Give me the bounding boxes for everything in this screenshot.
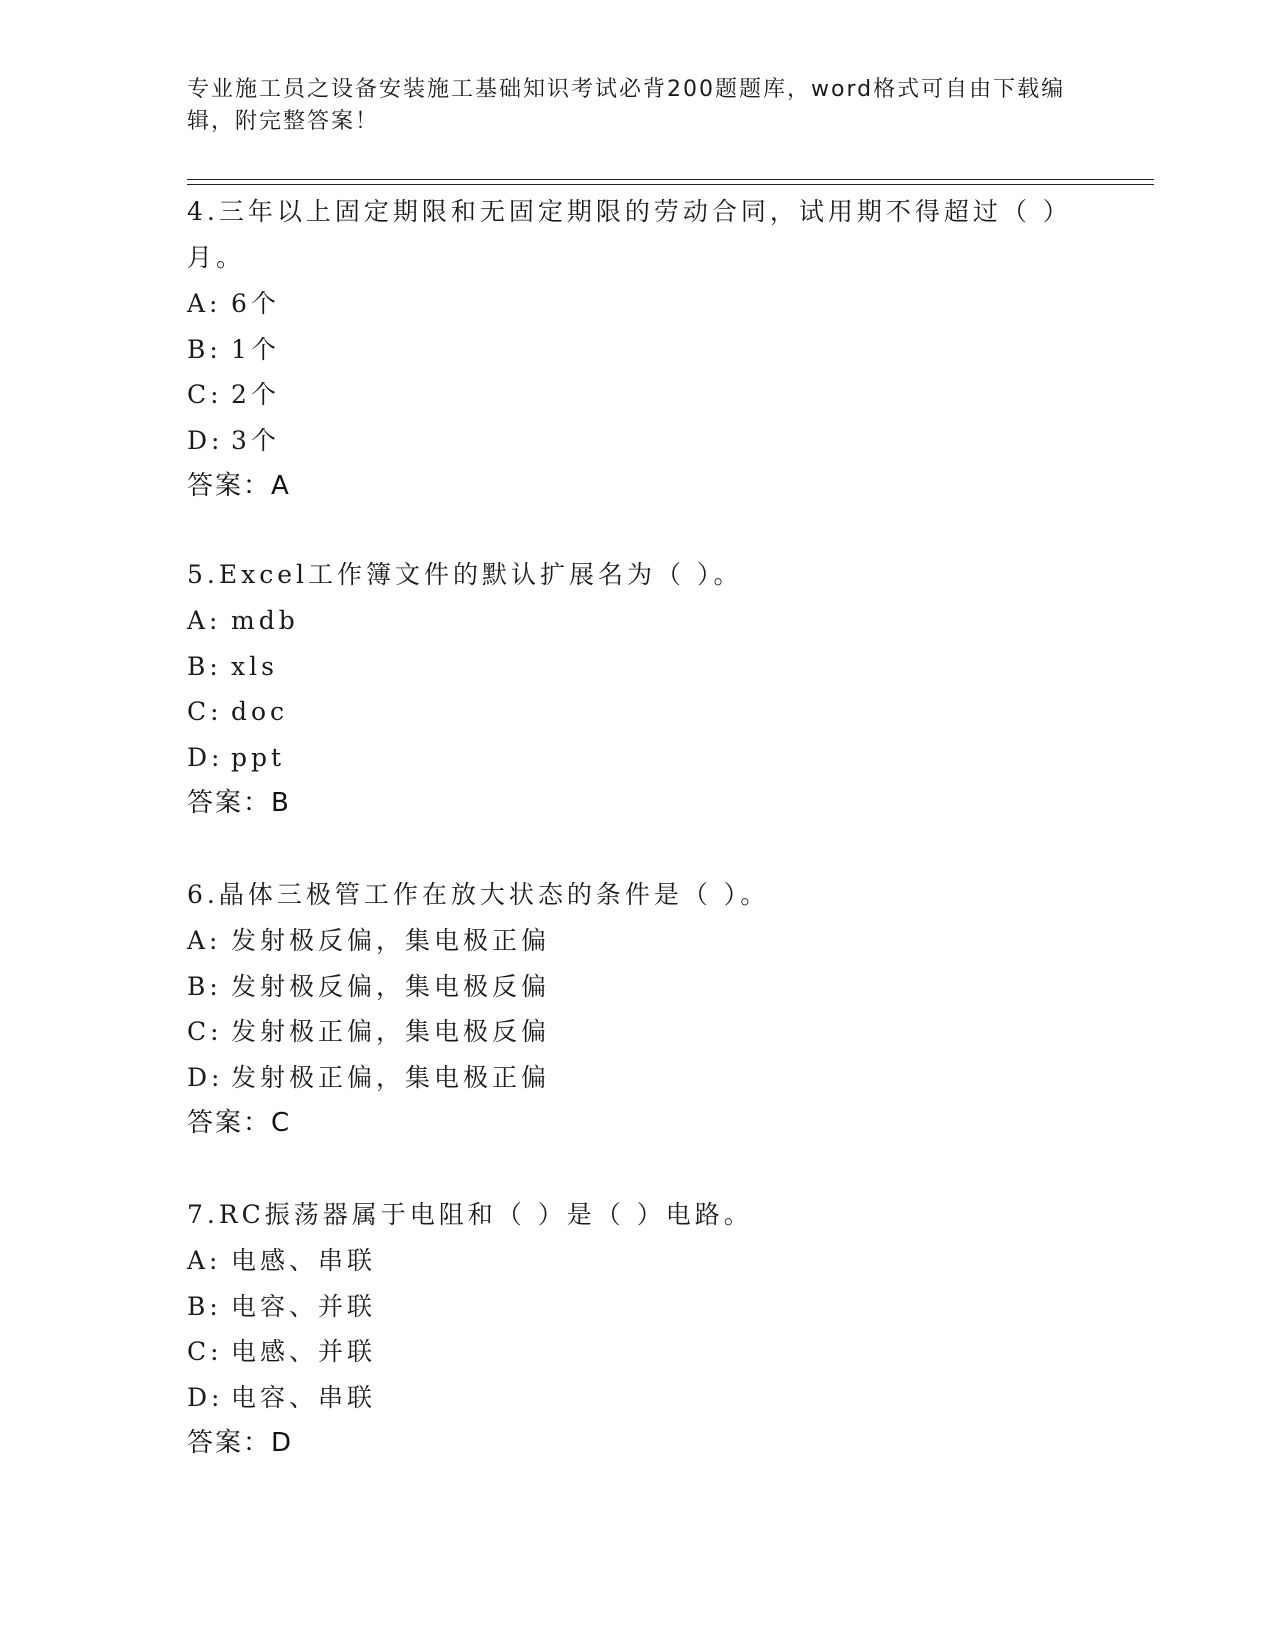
option-text: 电容、并联 [231, 1291, 377, 1321]
option-key: A: [187, 289, 222, 318]
option-c [187, 1009, 1067, 1055]
option-b [187, 964, 1067, 1010]
header-divider-bottom [187, 184, 1154, 185]
option-text: 发射极反偏，集电极反偏 [231, 971, 551, 1001]
option-a [187, 598, 1067, 644]
question-6 [187, 872, 1067, 1146]
question-stem: 7.RC振荡器属于电阻和（ ）是（ ）电路。 [187, 1200, 753, 1229]
option-text: 发射极正偏，集电极反偏 [231, 1017, 551, 1046]
option-key: C: [187, 380, 223, 409]
answer-line: 答案：C [187, 1108, 292, 1138]
option-text: mdb [231, 606, 299, 635]
answer-line: 答案：D [187, 1428, 294, 1458]
option-key: B: [187, 651, 222, 681]
option-key: A: [187, 1246, 222, 1275]
option-text: doc [231, 697, 289, 726]
option-key: D: [187, 742, 224, 772]
option-text: 电感、并联 [231, 1337, 377, 1366]
option-b [187, 327, 1067, 373]
answer-line: 答案：B [187, 788, 291, 818]
answer-line: 答案：A [187, 471, 291, 501]
option-c [187, 689, 1067, 735]
option-key: C: [187, 1337, 223, 1366]
document-header: 专业施工员之设备安装施工基础知识考试必背200题题库，word格式可自由下载编辑，附完整答案！ [187, 77, 1066, 134]
option-key: D: [187, 1382, 224, 1412]
option-a [187, 281, 1067, 327]
option-c [187, 372, 1067, 418]
option-text: xls [231, 651, 278, 681]
option-key: B: [187, 1291, 222, 1321]
option-key: B: [187, 334, 222, 364]
question-stem: 4.三年以上固定期限和无固定期限的劳动合同，试用期不得超过（ ）月。 [187, 197, 1060, 272]
option-b [187, 644, 1067, 690]
option-key: A: [187, 926, 222, 955]
option-b [187, 1284, 1067, 1330]
question-stem: 5.Excel工作簿文件的默认扩展名为（ ）。 [187, 560, 743, 589]
option-text: 3个 [231, 425, 280, 455]
option-key: D: [187, 425, 224, 455]
option-key: D: [187, 1062, 224, 1092]
question-7 [187, 1192, 1067, 1466]
option-d [187, 1055, 1067, 1101]
option-c [187, 1329, 1067, 1375]
option-key: C: [187, 697, 223, 726]
question-5 [187, 552, 1067, 826]
option-text: 2个 [231, 380, 280, 409]
question-stem: 6.晶体三极管工作在放大状态的条件是（ ）。 [187, 880, 770, 909]
header-divider-top [187, 179, 1154, 180]
option-text: 发射极正偏，集电极正偏 [231, 1062, 551, 1092]
option-text: 电感、串联 [231, 1246, 377, 1275]
option-text: 电容、串联 [231, 1382, 377, 1412]
option-d [187, 418, 1067, 464]
option-text: 1个 [231, 334, 280, 364]
option-text: 6个 [231, 289, 280, 318]
option-key: C: [187, 1017, 223, 1046]
option-d [187, 735, 1067, 781]
option-text: ppt [231, 742, 286, 772]
option-a [187, 1238, 1067, 1284]
option-d [187, 1375, 1067, 1421]
question-4 [187, 189, 1067, 509]
option-a [187, 918, 1067, 964]
option-key: B: [187, 971, 222, 1001]
option-key: A: [187, 606, 222, 635]
option-text: 发射极反偏，集电极正偏 [231, 926, 551, 955]
